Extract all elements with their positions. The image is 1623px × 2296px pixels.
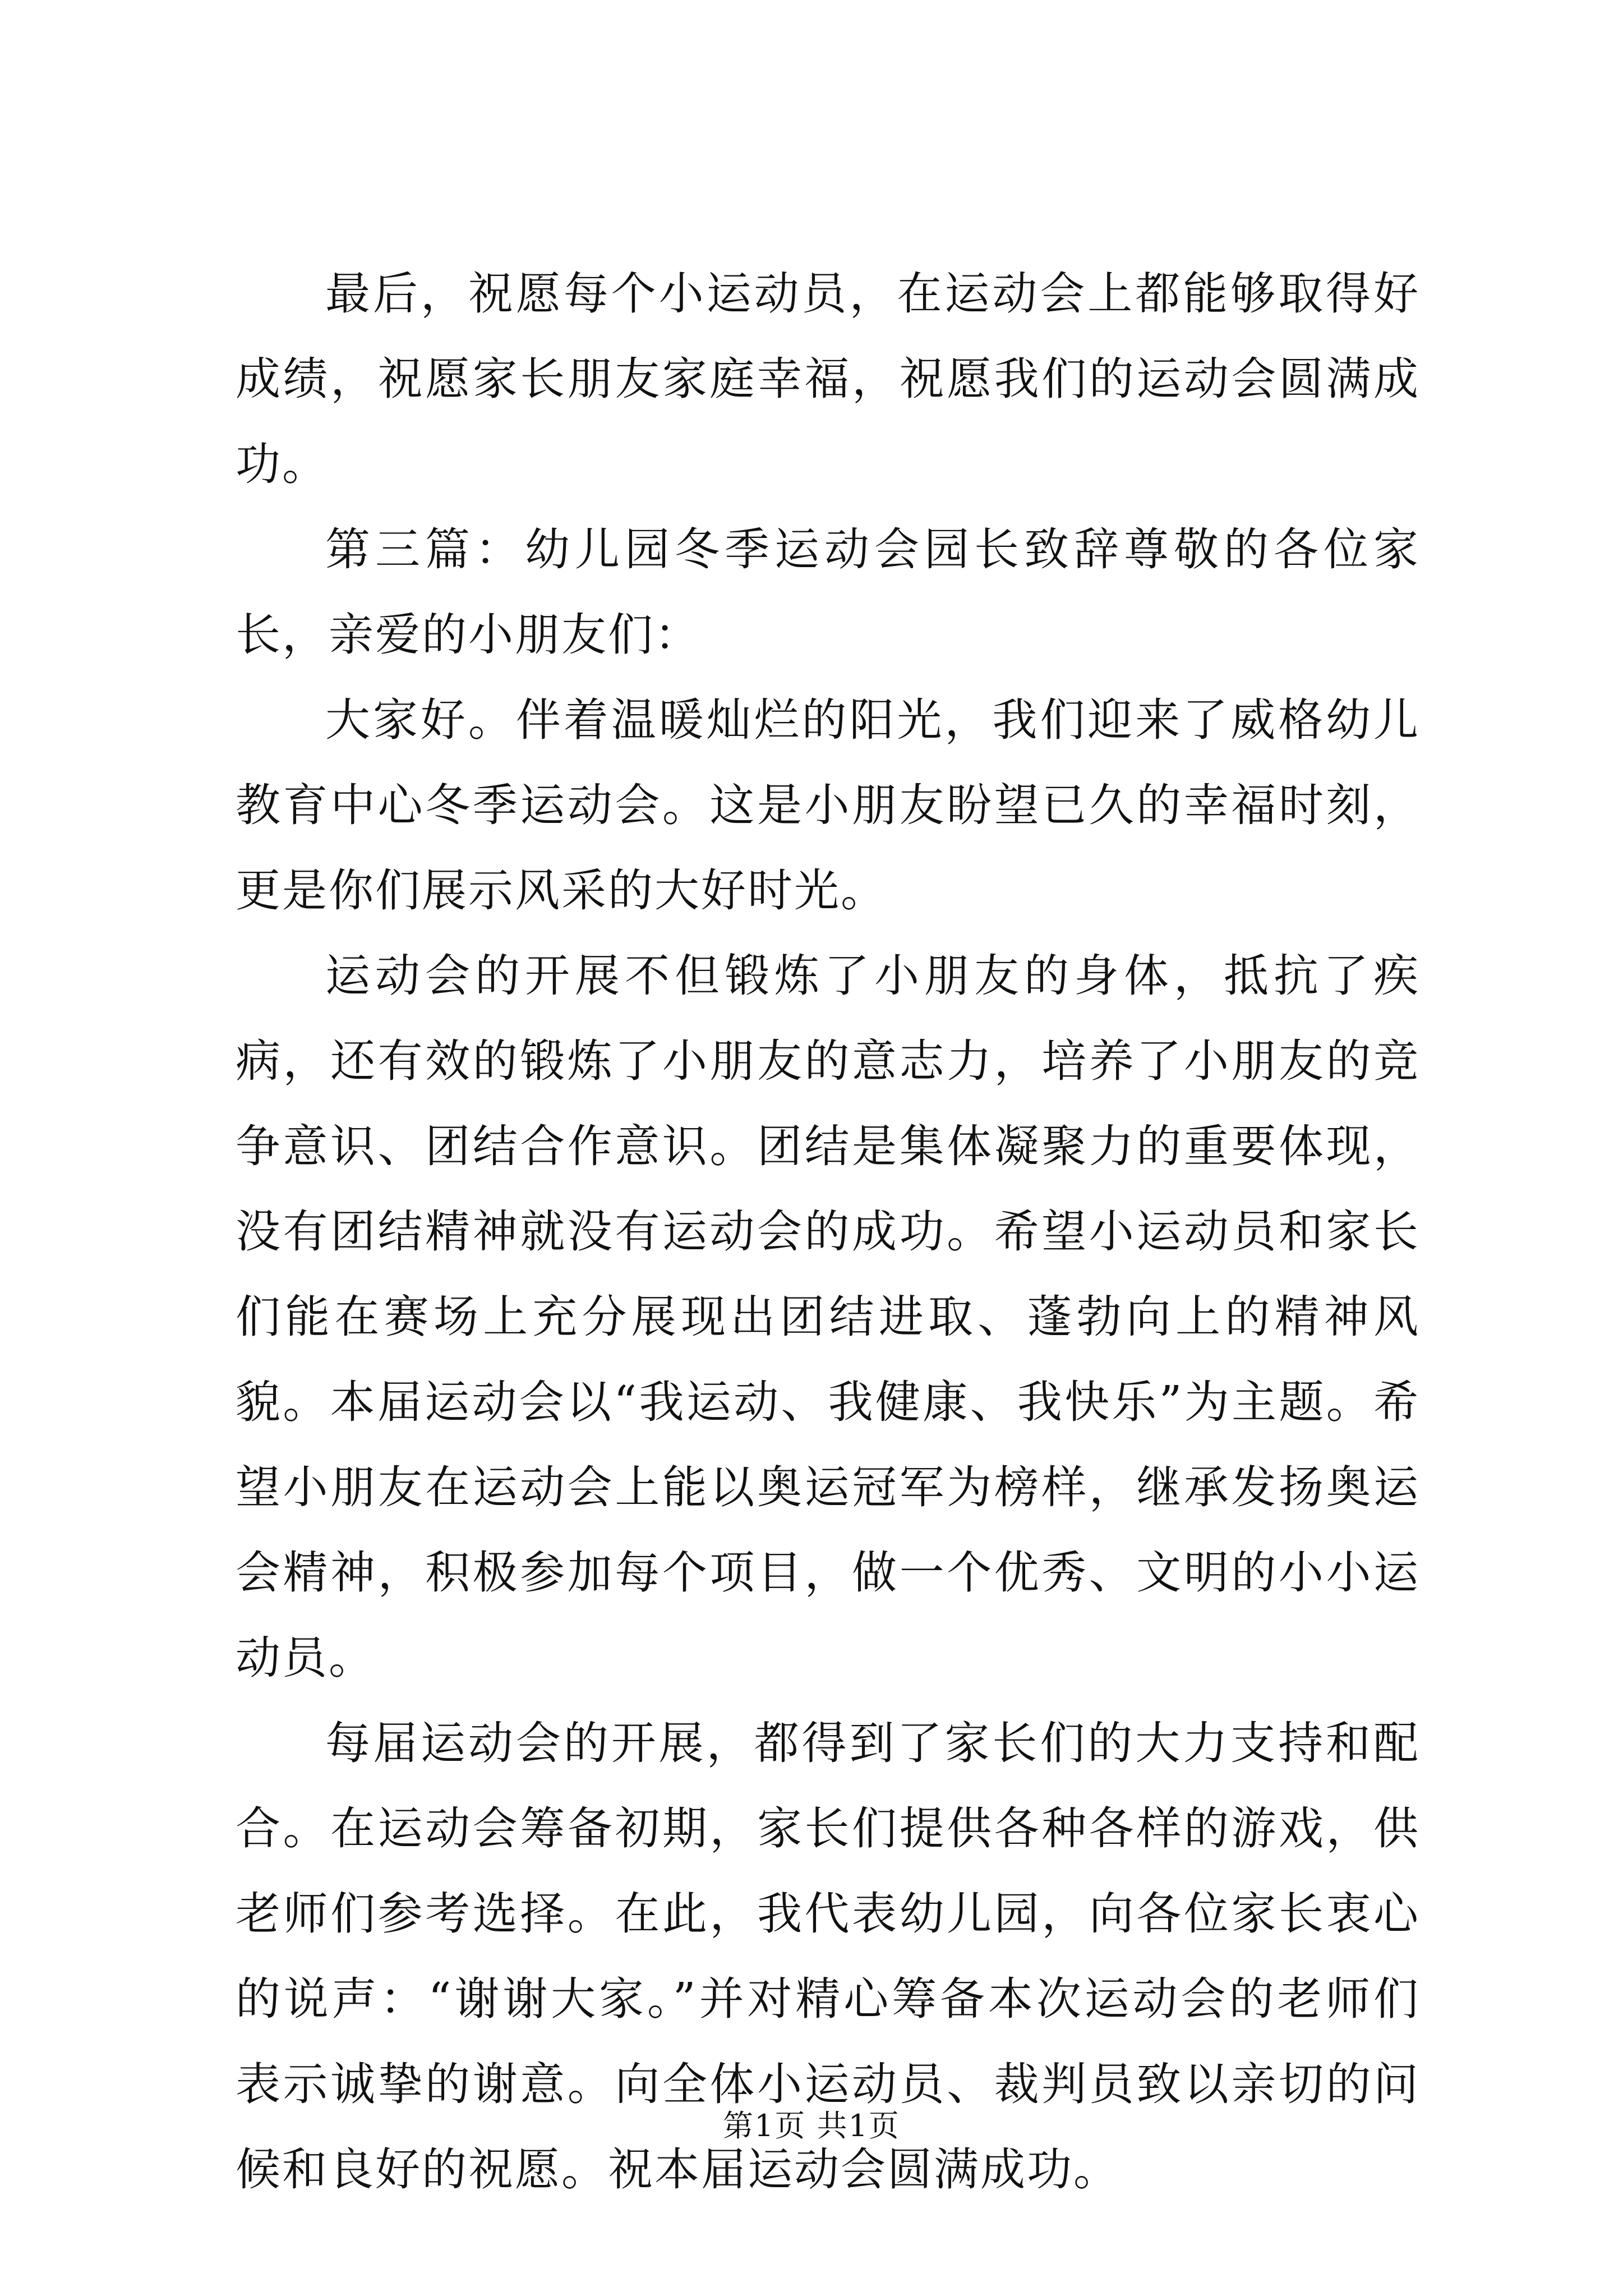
- page-footer: 第1页 共1页: [723, 2108, 900, 2143]
- paragraph-section-heading: 第三篇：幼儿园冬季运动会园长致辞尊敬的各位家长，亲爱的小朋友们：: [236, 523, 1420, 661]
- document-body: [236, 251, 1420, 2212]
- paragraph-thanks: 每届运动会的开展，都得到了家长们的大力支持和配合。在运动会筹备初期，家长们提供各种各样的游戏，供老师们参考选择。在此，我代表幼儿园，向各位家长衷心的说声：“谢谢大家。”并对精心筹备本次运动会的老师们表示诚挚的谢意。向全体小运动员、裁判员致以亲切的问候和良好的祝愿。祝本届运动会圆满成功。: [236, 1717, 1420, 2196]
- paragraph-greeting: 大家好。伴着温暖灿烂的阳光，我们迎来了威格幼儿教育中心冬季运动会。这是小朋友盼望已久的幸福时刻，更是你们展示风采的大好时光。: [236, 694, 1420, 917]
- paragraph-closing-wishes: 最后，祝愿每个小运动员，在运动会上都能够取得好成绩，祝愿家长朋友家庭幸福，祝愿我们的运动会圆满成功。: [236, 268, 1420, 490]
- paragraph-sports-benefits: 运动会的开展不但锻炼了小朋友的身体，抵抗了疾病，还有效的锻炼了小朋友的意志力，培养了小朋友的竞争意识、团结合作意识。团结是集体凝聚力的重要体现，没有团结精神就没有运动会的成功。希望小运动员和家长们能在赛场上充分展现出团结进取、蓬勃向上的精神风貌。本届运动会以“我运动、我健康、我快乐”为主题。希望小朋友在运动会上能以奥运冠军为榜样，继承发扬奥运会精神，积极参加每个项目，做一个优秀、文明的小小运动员。: [236, 950, 1420, 1684]
